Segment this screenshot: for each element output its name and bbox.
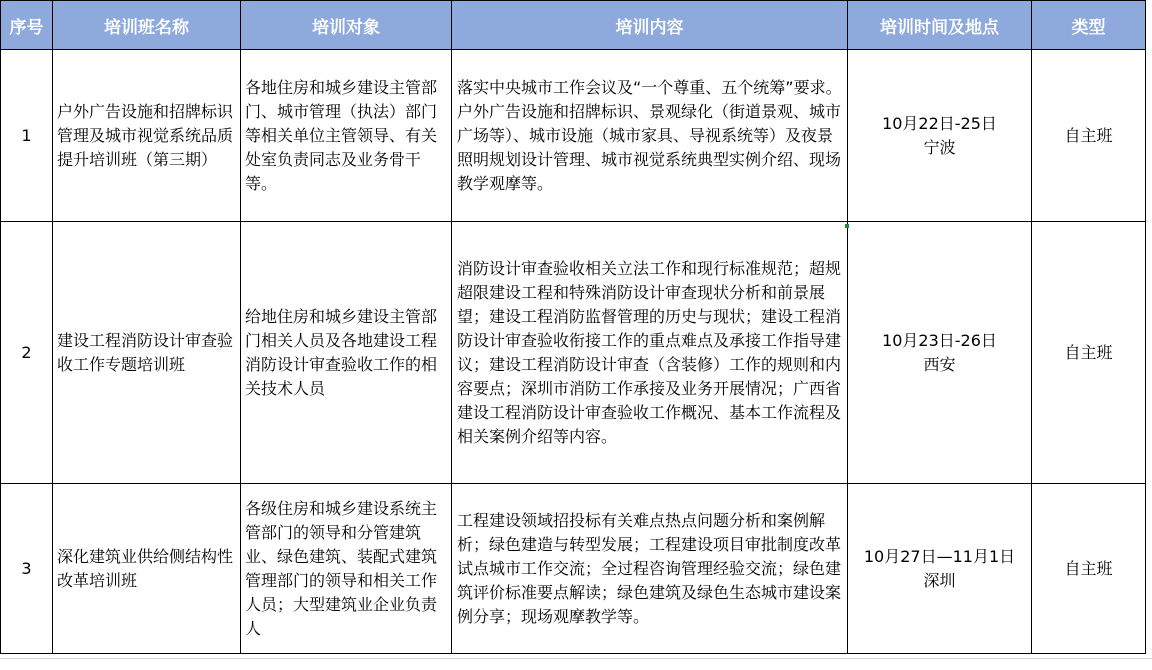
- cell-name[interactable]: [53, 222, 241, 484]
- cell-seq[interactable]: 2: [1, 222, 53, 484]
- header-seq[interactable]: 序号: [1, 1, 53, 50]
- cell-type[interactable]: 自主班: [1032, 222, 1146, 484]
- cell-content-text: 落实中央城市工作会议及“一个尊重、五个统筹”要求。户外广告设施和招牌标识、景观绿化（街道景观、城市广场等）、城市设施（城市家具、导视系统等）及夜景照明规划设计管理、城市视觉系统典型实例介绍、现场教学观摩等。: [457, 77, 842, 193]
- cell-name-text: 深化建筑业供给侧结构性改革培训班: [57, 546, 234, 590]
- cell-audience[interactable]: [241, 484, 452, 654]
- table-row: [1, 484, 1146, 654]
- cell-audience-text: 各级住房和城乡建设系统主管部门的领导和分管建筑业、绿色建筑、装配式建筑管理部门的领导和相关工作人员；大型建筑业企业负责人: [245, 498, 438, 638]
- cell-seq[interactable]: 1: [1, 50, 53, 222]
- cell-time-place[interactable]: [848, 50, 1032, 222]
- table-row: [1, 50, 1146, 222]
- cell-error-indicator: [845, 224, 849, 228]
- cell-content[interactable]: [452, 222, 848, 484]
- cell-audience-text: 各地住房和城乡建设主管部门、城市管理（执法）部门等相关单位主管领导、有关处室负责同志及业务骨干等。: [245, 77, 438, 193]
- cell-name[interactable]: [53, 50, 241, 222]
- cell-content[interactable]: [452, 50, 848, 222]
- cell-seq[interactable]: 3: [1, 484, 53, 654]
- cell-place: 宁波: [923, 137, 956, 157]
- cell-audience[interactable]: [241, 222, 452, 484]
- cell-time: 10月27日—11月1日: [863, 546, 1016, 566]
- cell-content-text: 工程建设领域招投标有关难点热点问题分析和案例解析；绿色建造与转型发展；工程建设项目审批制度改革试点城市工作交流；全过程咨询管理经验交流；绿色建筑评价标准要点解读；绿色建筑及绿色生态城市建设案例分享；现场观摩教学等。: [457, 510, 842, 626]
- header-time-place[interactable]: 培训时间及地点: [848, 1, 1032, 50]
- sheet-bottom-edge: [0, 658, 1152, 670]
- cell-content[interactable]: [452, 484, 848, 654]
- cell-place: 西安: [923, 354, 956, 374]
- header-type[interactable]: 类型: [1032, 1, 1146, 50]
- table-row: [1, 222, 1146, 484]
- cell-name-text: 户外广告设施和招牌标识管理及城市视觉系统品质提升培训班（第三期）: [57, 101, 234, 169]
- cell-type[interactable]: 自主班: [1032, 50, 1146, 222]
- cell-content-text: 消防设计审查验收相关立法工作和现行标准规范；超规超限建设工程和特殊消防设计审查现状分析和前景展望；建设工程消防监督管理的历史与现状；建设工程消防设计审查验收衔接工作的重点难点及承接工作指导建议；建设工程消防设计审查（含装修）工作的规则和内容要点；深圳市消防工作承接及业务开展情况；广西省建设工程消防设计审查验收工作概况、基本工作流程及相关案例介绍等内容。: [457, 258, 842, 446]
- cell-time-place[interactable]: [848, 222, 1032, 484]
- cell-time: 10月23日-26日: [882, 330, 997, 350]
- cell-audience-text: 给地住房和城乡建设主管部门相关人员及各地建设工程消防设计审查验收工作的相关技术人员: [245, 306, 438, 398]
- header-name[interactable]: 培训班名称: [53, 1, 241, 50]
- cell-time-place[interactable]: [848, 484, 1032, 654]
- cell-name[interactable]: [53, 484, 241, 654]
- cell-time: 10月22日-25日: [882, 113, 997, 133]
- cell-place: 深圳: [923, 570, 956, 590]
- cell-name-text: 建设工程消防设计审查验收工作专题培训班: [57, 330, 234, 374]
- header-audience[interactable]: 培训对象: [241, 1, 452, 50]
- cell-audience[interactable]: [241, 50, 452, 222]
- cell-type[interactable]: 自主班: [1032, 484, 1146, 654]
- header-content[interactable]: 培训内容: [452, 1, 848, 50]
- header-row: [1, 1, 1146, 50]
